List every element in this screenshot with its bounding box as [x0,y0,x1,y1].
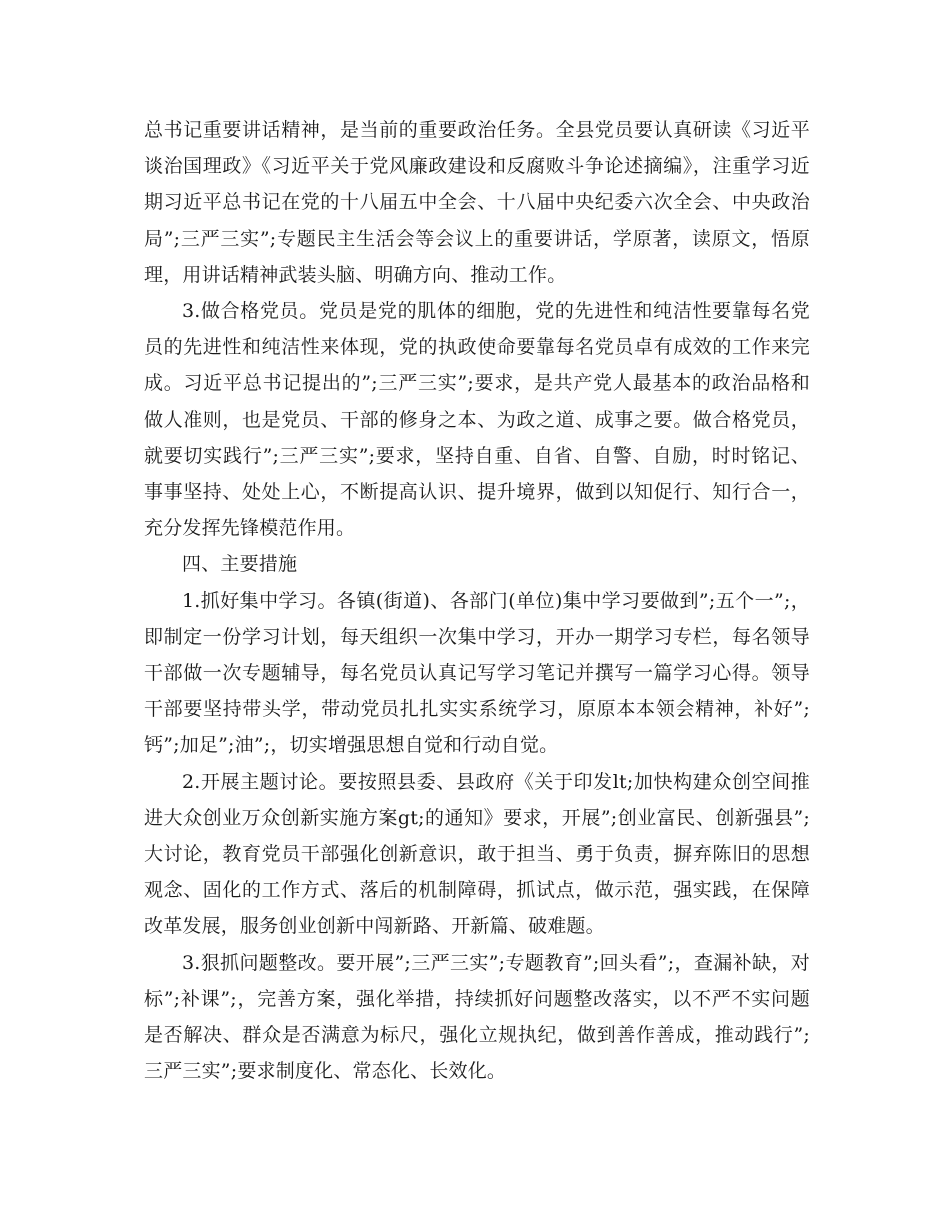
paragraph-problem-rectification: 3.狠抓问题整改。要开展”;三严三实”;专题教育”;回头看”;，查漏补缺，对标”;补课”;，完善方案，强化举措，持续抓好问题整改落实，以不严不实问题是否解决、群众是否满意为标尺，强化立规执纪，做到善作善成，推动践行”;三严三实”;要求制度化、常态化、长效化。 [144,951,810,1083]
paragraph-qualified-member: 3.做合格党员。党员是党的肌体的细胞，党的先进性和纯洁性要靠每名党员的先进性和纯洁性来体现，党的执政使命要靠每名党员卓有成效的工作来完成。习近平总书记提出的”;三严三实”;要求，是共产党人最基本的政治品格和做人准则，也是党员、干部的修身之本、为政之道、成事之要。做合格党员，就要切实践行”;三严三实”;要求，坚持自重、自省、自警、自励，时时铭记、事事坚持、处处上心，不断提高认识、提升境界，做到以知促行、知行合一，充分发挥先锋模范作用。 [144,300,810,540]
section-heading-main-measures: 四、主要措施 [182,553,298,576]
paragraph-centralized-study: 1.抓好集中学习。各镇(街道)、各部门(单位)集中学习要做到”;五个一”;，即制定一份学习计划，每天组织一次集中学习，开办一期学习专栏，每名领导干部做一次专题辅导，每名党员认真记写学习笔记并撰写一篇学习心得。领导干部要坚持带头学，带动党员扎扎实实系统学习，原原本本领会精神，补好”;钙”;加足”;油”;，切实增强思想自觉和行动自觉。 [144,589,810,757]
paragraph-study-speech: 总书记重要讲话精神，是当前的重要政治任务。全县党员要认真研读《习近平谈治国理政》《习近平关于党风廉政建设和反腐败斗争论述摘编》，注重学习近期习近平总书记在党的十八届五中全会、十八届中央纪委六次全会、中央政治局”;三严三实”;专题民主生活会等会议上的重要讲话，学原著，读原文，悟原理，用讲话精神武装头脑、明确方向、推动工作。 [144,119,810,286]
document-body [144,112,810,1089]
paragraph-theme-discussion: 2.开展主题讨论。要按照县委、县政府《关于印发lt;加快构建众创空间推进大众创业万众创新实施方案gt;的通知》要求，开展”;创业富民、创新强县”;大讨论，教育党员干部强化创新意识，敢于担当、勇于负责，摒弃陈旧的思想观念、固化的工作方式、落后的机制障碍，抓试点，做示范，强实践，在保障改革发展，服务创业创新中闯新路、开新篇、破难题。 [144,770,810,938]
